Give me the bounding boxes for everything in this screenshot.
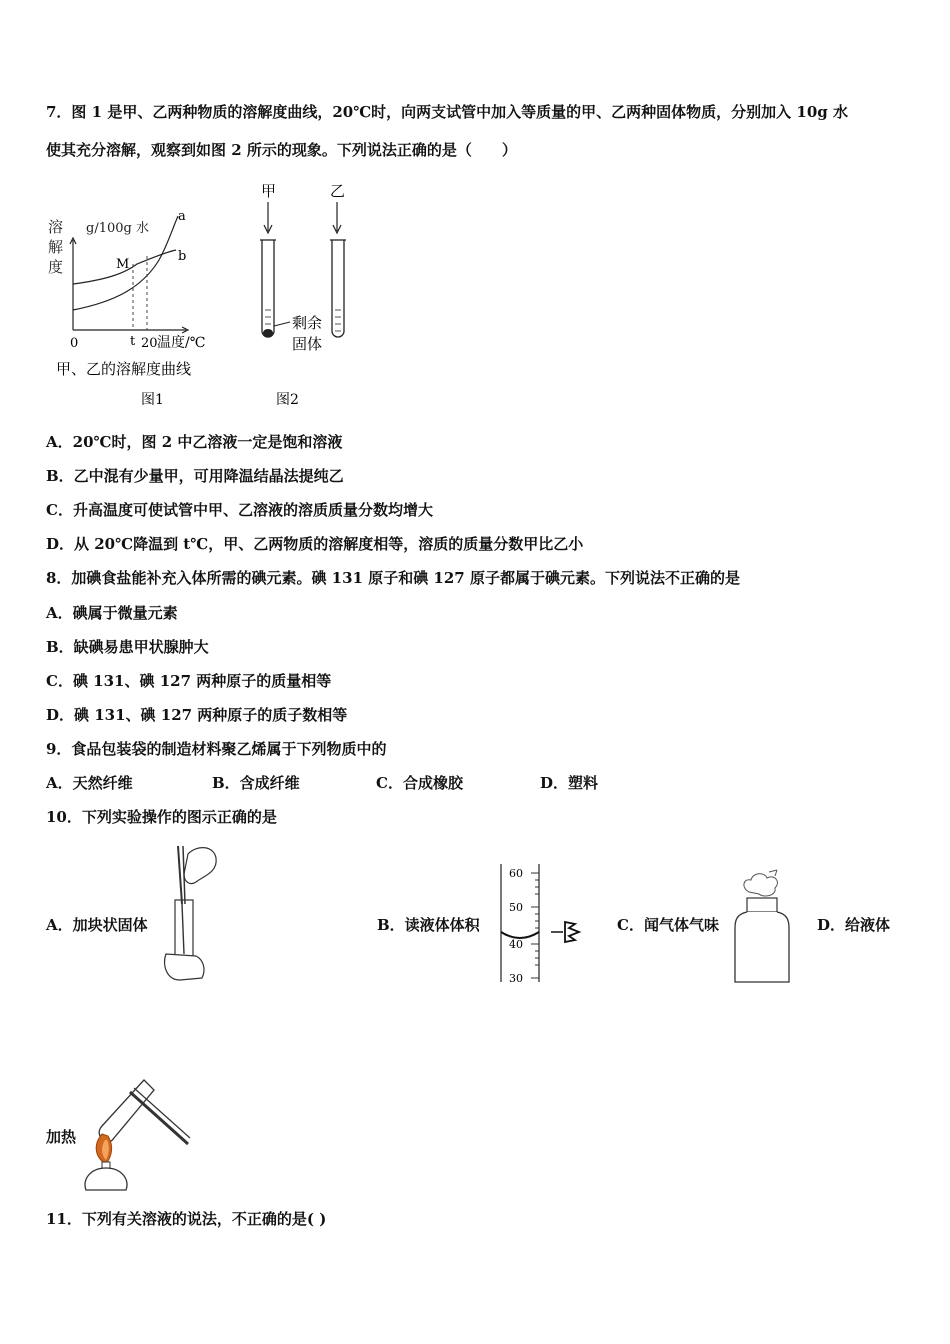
ylabel-char-2: 解 bbox=[48, 238, 64, 256]
q9-stem: 9．食品包装袋的制造材料聚乙烯属于下列物质中的 bbox=[46, 740, 387, 758]
q7-option-b: B．乙中混有少量甲，可用降温结晶法提纯乙 bbox=[46, 467, 344, 485]
q10-option-a: A．加块状固体 bbox=[46, 916, 148, 934]
q10-option-d: D．给液体 bbox=[817, 916, 891, 934]
alcohol-lamp-icon bbox=[85, 1168, 127, 1190]
q7-option-d: D．从 20℃降温到 t℃，甲、乙两物质的溶解度相等，溶质的质量分数甲比乙小 bbox=[46, 535, 584, 553]
tube1-label: 甲 bbox=[261, 182, 277, 200]
q7-option-c: C．升高温度可使试管中甲、乙溶液的溶质质量分数均增大 bbox=[46, 501, 433, 519]
hand-icon bbox=[184, 848, 216, 884]
q9-option-a: A．天然纤维 bbox=[46, 774, 133, 792]
gas-cloud-icon bbox=[744, 874, 778, 896]
residue-solid bbox=[263, 329, 273, 337]
origin-label: 0 bbox=[70, 336, 79, 351]
gas-bottle-figure bbox=[733, 868, 803, 988]
tube-yi bbox=[332, 240, 344, 337]
bottle-icon bbox=[735, 912, 789, 982]
figure1-label: 图1 bbox=[141, 392, 164, 408]
q8-stem: 8．加碘食盐能补充入体所需的碘元素。碘 131 原子和碘 127 原子都属于碘元素。下列说法不正确的是 bbox=[46, 569, 740, 587]
figure2-label: 图2 bbox=[276, 392, 299, 408]
meniscus bbox=[501, 932, 539, 938]
x-axis-label: 温度/℃ bbox=[157, 335, 206, 351]
q10-stem: 10．下列实验操作的图示正确的是 bbox=[46, 808, 277, 826]
cyl-tick-30: 30 bbox=[509, 972, 523, 985]
cyl-tick-40: 40 bbox=[509, 938, 523, 951]
q11-stem: 11．下列有关溶液的说法，不正确的是( ) bbox=[46, 1210, 327, 1228]
tube-jia bbox=[262, 240, 274, 337]
q9-option-d: D．塑料 bbox=[540, 774, 599, 792]
add-solid-figure bbox=[158, 842, 220, 984]
curve-a-label: a bbox=[178, 209, 186, 224]
q8-option-d: D．碘 131、碘 127 两种原子的质子数相等 bbox=[46, 706, 348, 724]
ylabel-char-1: 溶 bbox=[48, 218, 64, 236]
heated-test-tube-icon bbox=[99, 1080, 154, 1142]
heating-figure bbox=[78, 1074, 196, 1196]
figure1-caption: 甲、乙的溶解度曲线 bbox=[56, 360, 192, 378]
q8-option-b: B．缺碘易患甲状腺肿大 bbox=[46, 638, 209, 656]
ylabel-char-3: 度 bbox=[48, 258, 64, 276]
q7-stem-line2: 使其充分溶解，观察到如图 2 所示的现象。下列说法正确的是（ ） bbox=[46, 141, 517, 159]
residue-label-2: 固体 bbox=[292, 335, 323, 353]
q9-option-c: C．合成橡胶 bbox=[376, 774, 463, 792]
graduated-cylinder-figure bbox=[495, 860, 587, 986]
cyl-tick-50: 50 bbox=[509, 901, 523, 914]
q10-option-d-cont: 加热 bbox=[46, 1128, 77, 1146]
curve-b-label: b bbox=[178, 249, 187, 264]
tick-20-label: 20 bbox=[141, 336, 158, 351]
q10-option-b: B．读液体体积 bbox=[377, 916, 480, 934]
tick-t-label: t bbox=[130, 334, 136, 349]
solubility-curve-figure bbox=[44, 200, 234, 415]
test-tubes-figure bbox=[250, 176, 360, 416]
q7-stem-line1: 7．图 1 是甲、乙两种物质的溶解度曲线，20℃时，向两支试管中加入等质量的甲、乙两种固体物质，分别加入 10g 水 bbox=[46, 103, 848, 121]
q8-option-a: A．碘属于微量元素 bbox=[46, 604, 178, 622]
tube2-label: 乙 bbox=[330, 182, 346, 200]
q10-option-c: C．闻气体气味 bbox=[617, 916, 719, 934]
point-m-label: M bbox=[116, 257, 130, 272]
q9-option-b: B．含成纤维 bbox=[212, 774, 300, 792]
unit-label: g/100g 水 bbox=[86, 221, 149, 236]
q7-option-a: A．20℃时，图 2 中乙溶液一定是饱和溶液 bbox=[46, 433, 343, 451]
lower-hand-icon bbox=[165, 954, 204, 980]
cyl-tick-60: 60 bbox=[509, 867, 523, 880]
q8-option-c: C．碘 131、碘 127 两种原子的质量相等 bbox=[46, 672, 332, 690]
residue-label-1: 剩余 bbox=[292, 314, 323, 332]
eye-icon bbox=[565, 922, 579, 942]
